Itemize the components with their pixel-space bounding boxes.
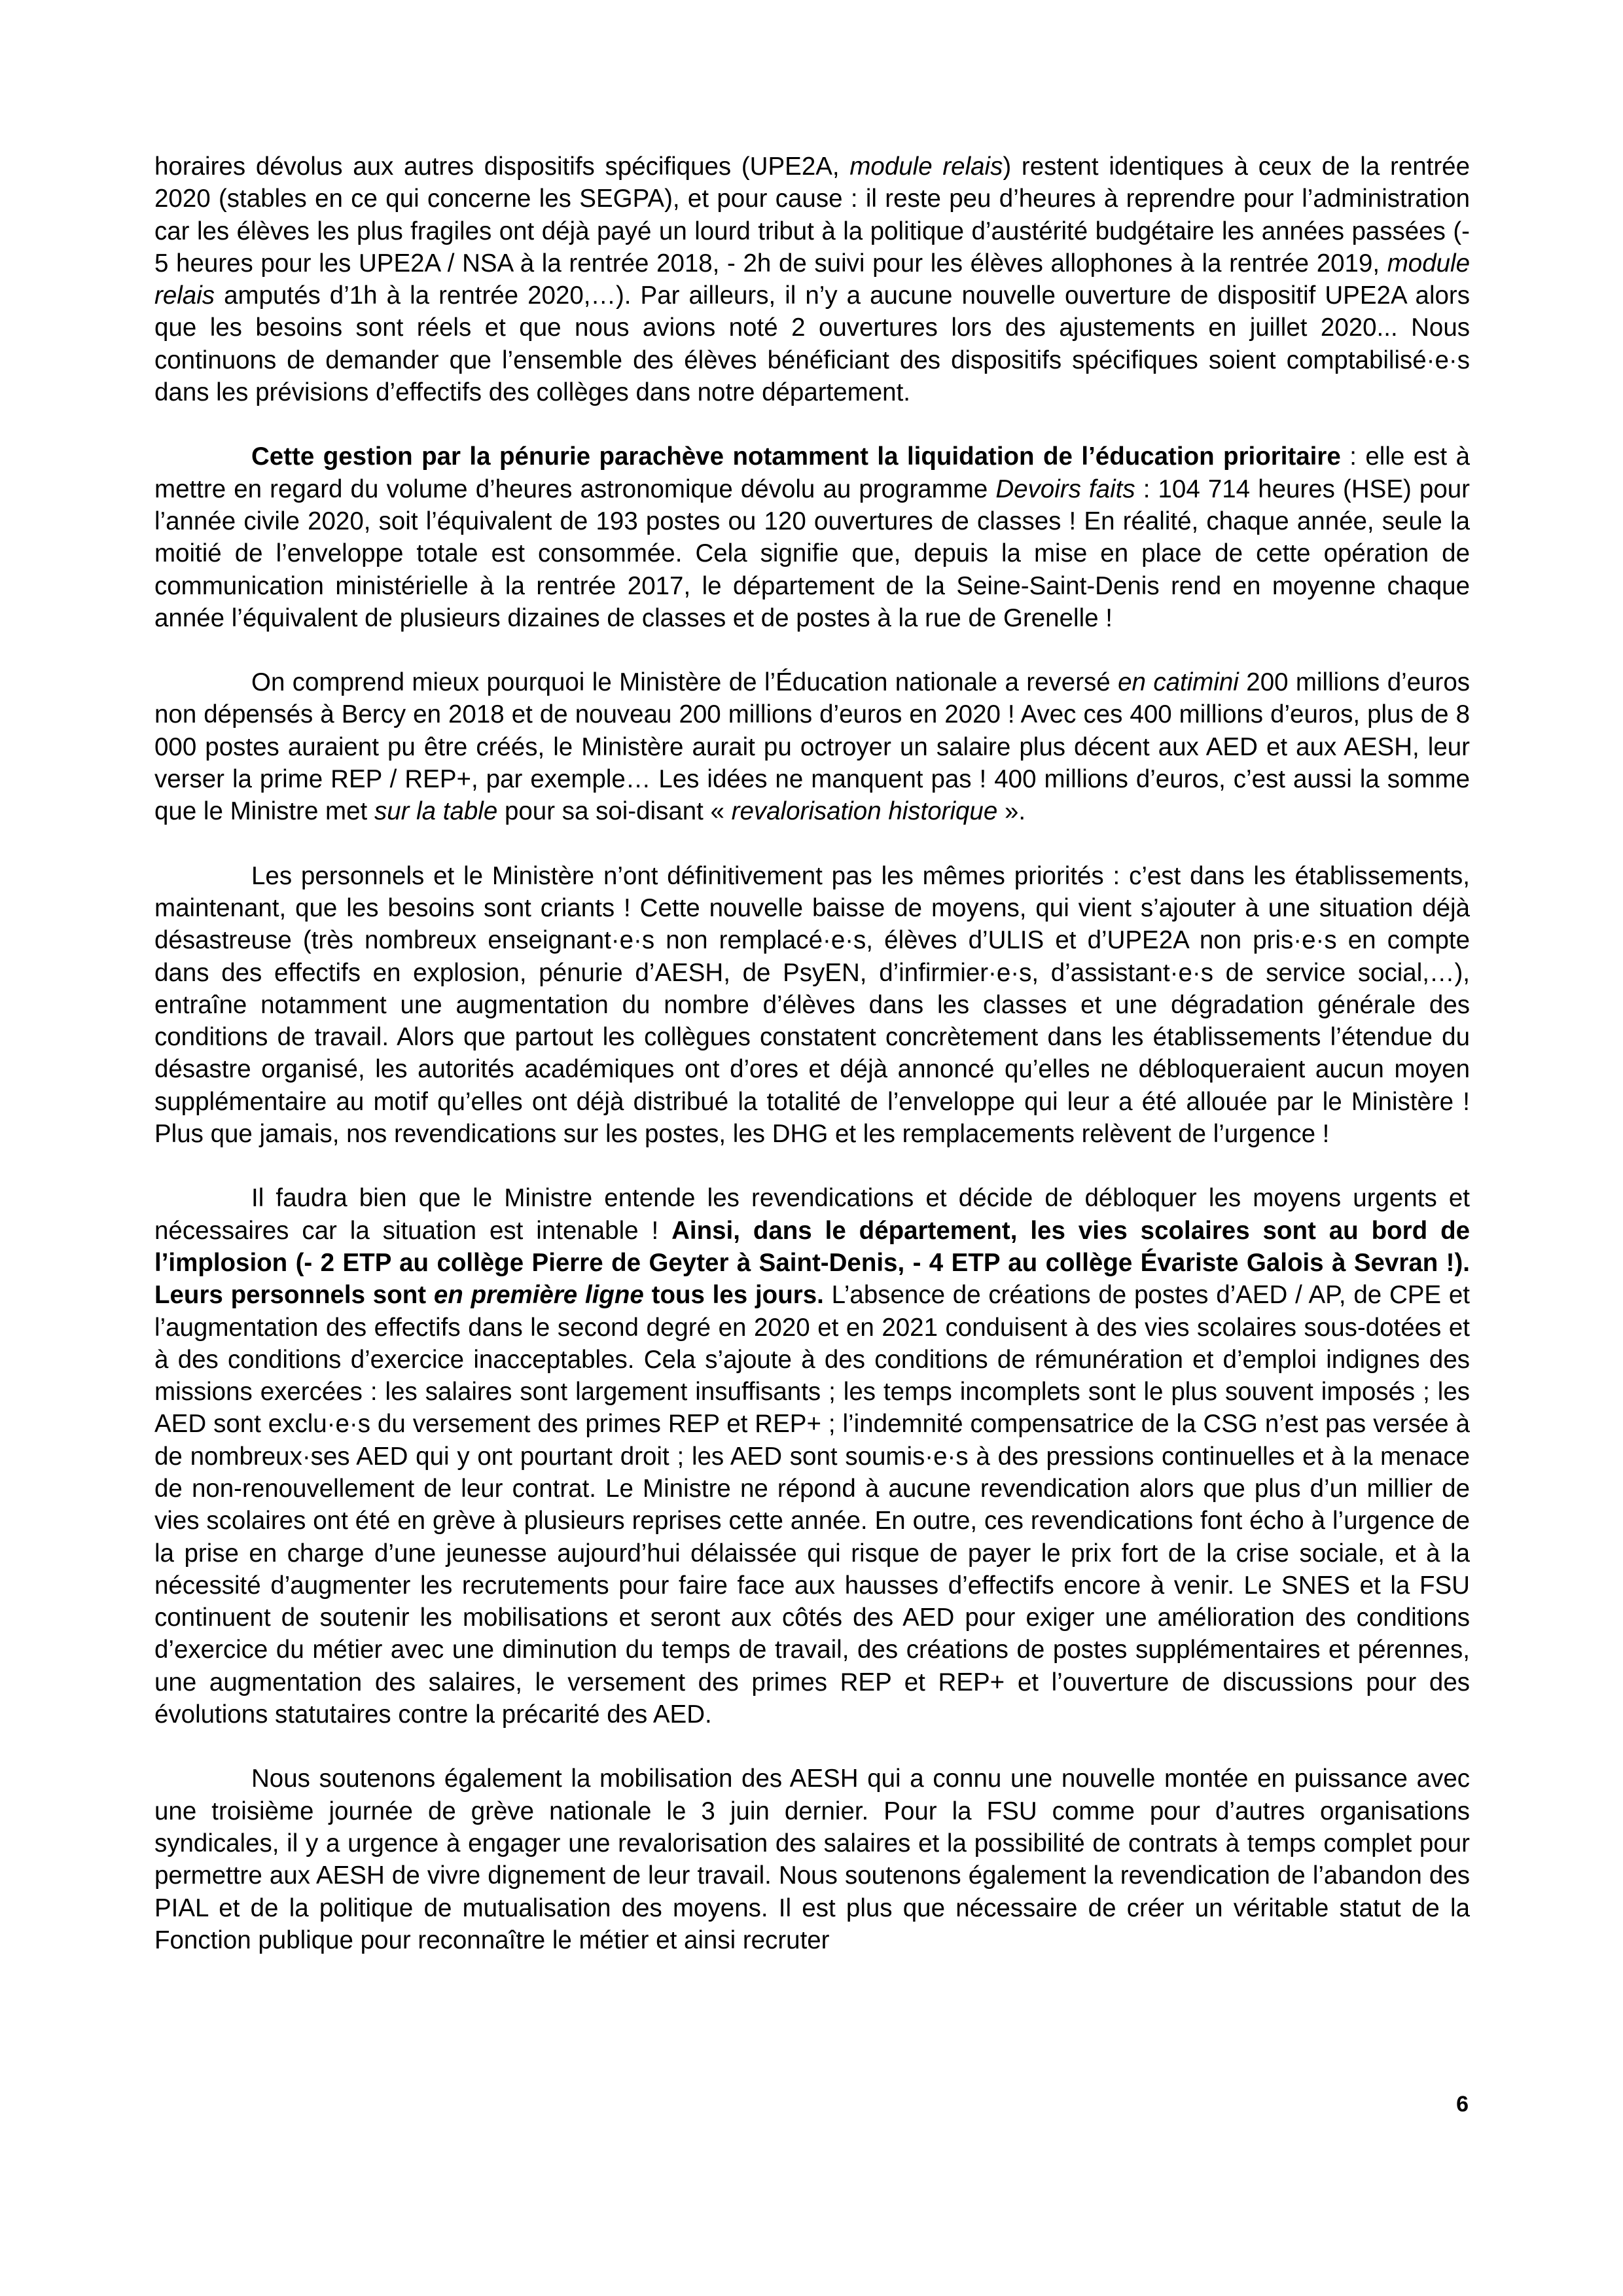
text-run: : 104 714 heures (HSE) pour l’année civile 2020, soit l’équivalent de 193 postes ou 120 ouvertures de classes ! En réalité, chaque année, seule la moitié de l’enveloppe totale est consommée. Cela signifie que, depuis la mise en place de cette opération de communication ministérielle à la rentrée 2017, le département de la Seine-Saint-Denis rend en moyenne chaque année l’équivalent de plusieurs dizaines de classes et de postes à la rue de Grenelle !: [154, 475, 1470, 632]
paragraph: [154, 151, 1470, 408]
text-run: pour sa soi-disant «: [497, 797, 732, 826]
bold-text-run: [434, 1281, 644, 1309]
text-run: : elle est à mettre en regard du volume d’heures astronomique dévolu au programme: [154, 442, 1470, 503]
paragraph: [154, 1763, 1470, 1956]
text-run: horaires dévolus aux autres dispositifs spécifiques (UPE2A,: [154, 152, 850, 181]
italic-text-run: module relais: [849, 152, 1003, 181]
text-run: Les personnels et le Ministère n’ont définitivement pas les mêmes priorités : c’est dans les établissements, maintenant, que les besoins sont criants ! Cette nouvelle baisse de moyens, qui vient s’ajouter à une situation déjà désastreuse (très nombreux enseignant·e·s non remplacé·e·s, élèves d’ULIS et d’UPE2A non pris·e·s en compte dans des effectifs en explosion, pénurie d’AESH, de PsyEN, d’infirmier·e·s, d’assistant·e·s de service social,…), entraîne notamment une augmentation du nombre d’élèves dans les classes et une dégradation générale des conditions de travail. Alors que partout les collègues constatent concrètement dans les établissements l’étendue du désastre organisé, les autorités académiques ont d’ores et déjà annoncé qu’elles ne débloqueraient aucun moyen supplémentaire au motif qu’elles ont déjà distribué la totalité de l’enveloppe qui leur a été allouée par le Ministère ! Plus que jamais, nos revendications sur les postes, les DHG et les remplacements relèvent de l’urgence !: [154, 861, 1470, 1149]
text-run: Il faudra bien que le Ministre entende les revendications et décide de débloquer les moyens urgents et nécessaires car la situation est intenable !: [154, 1184, 1470, 1245]
bold-text-run: Ainsi, dans le département, les vies scolaires sont au bord de l’implosion (- 2 ETP au collège Pierre de Geyter à Saint-Denis, - 4 ETP au collège Évariste Galois à Sevran !). Leurs personnels sont: [154, 1216, 1470, 1310]
italic-text-run: revalorisation historique: [731, 797, 998, 826]
page-number: 6: [1456, 2092, 1469, 2117]
document-body: [154, 151, 1470, 1956]
italic-text-run: sur la table: [374, 797, 498, 826]
text-run: 200 millions d’euros non dépensés à Bercy en 2018 et de nouveau 200 millions d’euros en 2020 ! Avec ces 400 millions d’euros, plus de 8 000 postes auraient pu être créés, le Ministère aurait pu octroyer un salaire plus décent aux AED et aux AESH, leur verser la prime REP / REP+, par exemple… Les idées ne manquent pas ! 400 millions d’euros, c’est aussi la somme que le Ministre met: [154, 668, 1470, 826]
italic-text-run: Devoirs faits: [995, 475, 1135, 503]
bold-text-run: tous les jours.: [643, 1281, 824, 1310]
text-run: ».: [997, 797, 1026, 826]
text-run: L’absence de créations de postes d’AED / AP, de CPE et l’augmentation des effectifs dans le second degré en 2020 et en 2021 conduisent à des vies scolaires sous-dotées et à des conditions d’exercice inacceptables. Cela s’ajoute à des conditions de rémunération et d’emploi indignes des missions exercées : les salaires sont largement insuffisants ; les temps incomplets sont le plus souvent imposés ; les AED sont exclu·e·s du versement des primes REP et REP+ ; l’indemnité compensatrice de la CSG n’est pas versée à de nombreux·ses AED qui y ont pourtant droit ; les AED sont soumis·e·s à des pressions continuelles et à la menace de non-renouvellement de leur contrat. Le Ministre ne répond à aucune revendication alors que plus d’un millier de vies scolaires ont été en grève à plusieurs reprises cette année. En outre, ces revendications font écho à l’urgence de la prise en charge d’une jeunesse aujourd’hui délaissée qui risque de payer le prix fort de la crise sociale, et à la nécessité d’augmenter les recrutements pour faire face aux hausses d’effectifs encore à venir. Le SNES et la FSU continuent de soutenir les mobilisations et seront aux côtés des AED pour exiger une amélioration des conditions d’exercice du métier avec une diminution du temps de travail, des créations de postes supplémentaires et pérennes, une augmentation des salaires, le versement des primes REP et REP+ et l’ouverture de discussions pour des évolutions statutaires contre la précarité des AED.: [154, 1281, 1470, 1729]
text-run: amputés d’1h à la rentrée 2020,…). Par ailleurs, il n’y a aucune nouvelle ouverture de dispositif UPE2A alors que les besoins sont réels et que nous avions noté 2 ouvertures lors des ajustements en juillet 2020... Nous continuons de demander que l’ensemble des élèves bénéficiant des dispositifs spécifiques soient comptabilisé·e·s dans les prévisions d’effectifs des collèges dans notre département.: [154, 281, 1470, 407]
paragraph: [154, 666, 1470, 827]
italic-text-run: en catimini: [1118, 668, 1239, 697]
text-run: Nous soutenons également la mobilisation des AESH qui a connu une nouvelle montée en puissance avec une troisième journée de grève nationale le 3 juin dernier. Pour la FSU comme pour d’autres organisations syndicales, il y a urgence à engager une revalorisation des salaires et la possibilité de contrats à temps complet pour permettre aux AESH de vivre dignement de leur travail. Nous soutenons également la revendication de l’abandon des PIAL et de la politique de mutualisation des moyens. Il est plus que nécessaire de créer un véritable statut de la Fonction publique pour reconnaître le métier et ainsi recruter: [154, 1765, 1470, 1954]
text-run: ) restent identiques à ceux de la rentrée 2020 (stables en ce qui concerne les SEGPA), et pour cause : il reste peu d’heures à reprendre pour l’administration car les élèves les plus fragiles ont déjà payé un lourd tribut à la politique d’austérité budgétaire les années passées (- 5 heures pour les UPE2A / NSA à la rentrée 2018, - 2h de suivi pour les élèves allophones à la rentrée 2019,: [154, 152, 1470, 278]
bold-text-run: Cette gestion par la pénurie parachève notamment la liquidation de l’éducation prioritaire: [251, 442, 1341, 471]
paragraph: [154, 860, 1470, 1151]
text-run: en première ligne: [433, 1281, 644, 1310]
text-run: On comprend mieux pourquoi le Ministère de l’Éducation nationale a reversé: [251, 668, 1118, 697]
paragraph: [154, 1182, 1470, 1731]
italic-text-run: module relais: [154, 249, 1470, 310]
paragraph: [154, 440, 1470, 634]
